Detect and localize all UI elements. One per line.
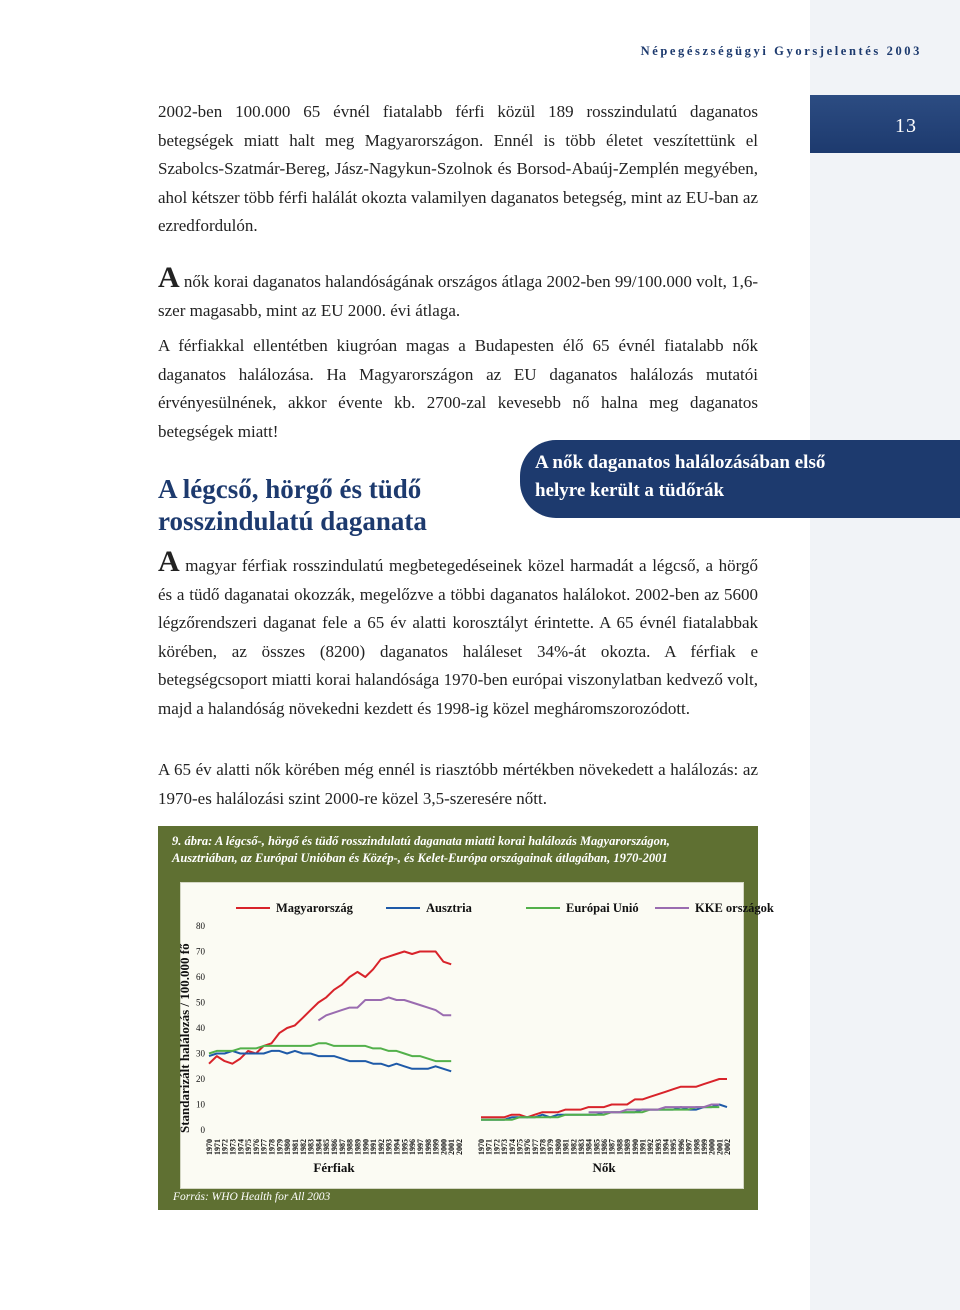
page-number-tab (810, 95, 960, 153)
x-tick-label: 1984 (584, 1139, 594, 1155)
x-tick-label: 1992 (376, 1139, 386, 1155)
paragraph-2 (158, 261, 758, 325)
x-tick-label: 1984 (314, 1139, 324, 1155)
x-tick-label: 1974 (507, 1139, 517, 1155)
paragraph-3-text: A férfiakkal ellentétben kiugróan magas a Budapesten élő 65 évnél fiatalabb nők daganatos halálozása. Ha Magyarországon az EU daganatos halálozás mutatói érvényesülnének, akkor évente kb. 2700-zal kevesebb nő halna meg daganatos betegségek miatt! (158, 336, 758, 441)
x-tick-label: 1992 (646, 1139, 656, 1155)
section-heading (158, 473, 427, 537)
callout-line-2: helyre került a tüdőrák (535, 480, 725, 501)
figure-caption-line-2: Ausztriában, az Európai Unióban és Közép-, és Kelet-Európa országainak átlagában, 1970-2001 (172, 851, 668, 865)
series-line-európai-unió (209, 1043, 451, 1061)
section-heading-line-1: A légcső, hörgő és tüdő (158, 474, 422, 504)
series-line-ausztria (209, 1051, 451, 1071)
x-tick-label: 1971 (484, 1139, 494, 1155)
y-tick-label: 0 (200, 1125, 205, 1135)
x-tick-label: 1999 (431, 1139, 441, 1155)
x-tick-label: 1978 (538, 1139, 548, 1155)
section-heading-line-2: rosszindulatú daganata (158, 506, 427, 536)
paragraph-2-text: nők korai daganatos halandóságának országos átlaga 2002-ben 99/100.000 volt, 1,6-szer magasabb, mint az EU 2000. évi átlaga. (158, 272, 758, 320)
x-tick-label: 1990 (630, 1139, 640, 1155)
y-tick-label: 50 (196, 997, 205, 1008)
x-tick-label: 1994 (661, 1139, 671, 1155)
y-tick-label: 10 (196, 1099, 205, 1110)
x-tick-label: 1985 (592, 1139, 602, 1155)
x-tick-label: 1971 (212, 1139, 222, 1155)
x-tick-label: 1986 (600, 1139, 609, 1155)
x-tick-label: 1981 (561, 1139, 571, 1155)
x-tick-label: 1976 (251, 1139, 261, 1155)
chart-area (177, 882, 774, 1189)
legend-label: Magyarország (276, 901, 353, 915)
x-tick-label: 1999 (699, 1139, 709, 1155)
paragraph-4 (158, 545, 758, 723)
x-tick-label: 1987 (337, 1139, 347, 1155)
x-tick-label: 1994 (392, 1139, 402, 1155)
x-tick-label: 1996 (676, 1139, 686, 1155)
y-tick-label: 30 (196, 1048, 205, 1059)
x-tick-label: 1991 (638, 1139, 648, 1155)
dropcap: A (158, 545, 180, 578)
x-tick-label: 1975 (244, 1139, 254, 1155)
x-tick-label: 1978 (267, 1139, 277, 1155)
paragraph-1 (158, 98, 758, 241)
line-chart (177, 883, 774, 1188)
y-tick-label: 80 (196, 921, 205, 931)
x-tick-label: 1997 (684, 1139, 694, 1155)
x-tick-label: 2000 (439, 1139, 449, 1155)
y-axis-title: Standarizált halálozás / 100.000 fő (177, 943, 192, 1133)
y-tick-label: 60 (196, 972, 205, 982)
x-tick-label: 2002 (455, 1139, 464, 1155)
x-tick-label: 1982 (569, 1139, 579, 1155)
x-tick-label: 1973 (228, 1139, 238, 1155)
figure-caption (172, 833, 752, 867)
x-tick-label: 1998 (692, 1139, 702, 1155)
x-tick-label: 1997 (415, 1139, 425, 1155)
x-tick-label: 1988 (345, 1139, 355, 1155)
x-tick-label: 1976 (523, 1139, 533, 1155)
x-tick-label: 1993 (653, 1139, 663, 1155)
paragraph-1-text: 2002-ben 100.000 65 évnél fiatalabb férfi közül 189 rosszindulatú daganatos betegségek miatt halt meg Magyarországon. Ennél is több életet veszítettünk el Szabolcs-Szatmár-Bereg, Jász-Nagykun-Szolnok és Borsod-Abaúj-Zemplén megyében, ahol kétszer több férfi halálát okozta valamilyen daganatos betegség, mint az EU-ban az ezredfordulón. (158, 102, 758, 235)
series-line-magyarország (209, 952, 451, 1064)
panel-label: Nők (592, 1160, 616, 1175)
x-tick-label: 1981 (290, 1139, 300, 1155)
y-tick-label: 70 (196, 946, 205, 957)
paragraph-5-text: A 65 év alatti nők körében még ennél is riasztóbb mértékben növekedett a halálozás: az 1970-es halálozási szint 2000-re közel 3,5-szeresére nőtt. (158, 760, 758, 808)
legend-label: KKE országok (695, 901, 774, 915)
y-tick-label: 20 (196, 1074, 205, 1084)
x-tick-label: 2002 (723, 1139, 732, 1155)
x-tick-label: 1989 (353, 1139, 363, 1155)
x-tick-label: 2001 (715, 1139, 725, 1155)
paragraph-4-text: magyar férfiak rosszindulatú megbetegedéseinek közel harmadát a légcső, a hörgő és a tüdő daganatai okozzák, megelőzve a többi daganatos halálokot. 2002-ben az 5600 légzőrendszeri daganat fele a 65 év alatti korosztályt érintette. A 65 évnél fiatalabbak körében, az összes (8200) daganatos haláleset 34%-át okozta. A férfiak e betegségcsoport miatti korai halandósága 1970-ben európai viszonylatban kedvező volt, majd a halandóság növekedni kezdett és 1998-ig közel megháromszorozódott. (158, 556, 758, 718)
x-tick-label: 1970 (477, 1139, 486, 1155)
side-strip (810, 0, 960, 1310)
x-tick-label: 1991 (369, 1139, 379, 1155)
x-tick-label: 1989 (623, 1139, 633, 1155)
x-tick-label: 1983 (306, 1139, 316, 1155)
x-tick-label: 1972 (220, 1139, 230, 1155)
callout-line-1: A nők daganatos halálozásában első (535, 452, 826, 473)
x-tick-label: 1995 (400, 1139, 410, 1155)
page-number: 13 (895, 115, 917, 137)
x-tick-label: 1995 (669, 1139, 679, 1155)
y-tick-label: 40 (196, 1023, 205, 1033)
running-header: Népegészségügyi Gyorsjelentés 2003 (640, 44, 922, 58)
x-tick-label: 1982 (298, 1139, 308, 1155)
x-tick-label: 1973 (500, 1139, 510, 1155)
x-tick-label: 1977 (530, 1139, 540, 1155)
figure-9 (158, 826, 774, 1210)
x-tick-label: 1983 (576, 1139, 586, 1155)
x-tick-label: 2001 (447, 1139, 457, 1155)
x-tick-label: 1979 (275, 1139, 285, 1155)
series-line-kke-országok (318, 997, 451, 1020)
x-tick-label: 1977 (259, 1139, 269, 1155)
panel-label: Férfiak (313, 1160, 355, 1175)
x-tick-label: 1993 (384, 1139, 394, 1155)
x-tick-label: 1980 (553, 1139, 563, 1155)
figure-caption-line-1: 9. ábra: A légcső-, hörgő és tüdő rosszindulatú daganata miatti korai halálozás Magyarországon, (172, 834, 670, 848)
x-tick-label: 2000 (707, 1139, 717, 1155)
x-tick-label: 1975 (515, 1139, 525, 1155)
x-tick-label: 1980 (283, 1139, 293, 1155)
x-tick-label: 1987 (607, 1139, 617, 1155)
legend-label: Európai Unió (566, 901, 639, 915)
figure-source: Forrás: WHO Health for All 2003 (173, 1191, 331, 1203)
x-tick-label: 1972 (492, 1139, 502, 1155)
x-tick-label: 1979 (546, 1139, 556, 1155)
x-tick-label: 1970 (205, 1139, 214, 1155)
x-tick-label: 1996 (408, 1139, 418, 1155)
paragraph-5 (158, 756, 758, 813)
x-tick-label: 1986 (330, 1139, 339, 1155)
x-tick-label: 1985 (322, 1139, 332, 1155)
callout-text (535, 449, 945, 505)
x-tick-label: 1990 (361, 1139, 371, 1155)
x-tick-label: 1974 (236, 1139, 246, 1155)
legend-label: Ausztria (426, 901, 472, 915)
x-tick-label: 1988 (615, 1139, 625, 1155)
x-tick-label: 1998 (423, 1139, 433, 1155)
dropcap: A (158, 261, 180, 294)
paragraph-3 (158, 332, 758, 446)
